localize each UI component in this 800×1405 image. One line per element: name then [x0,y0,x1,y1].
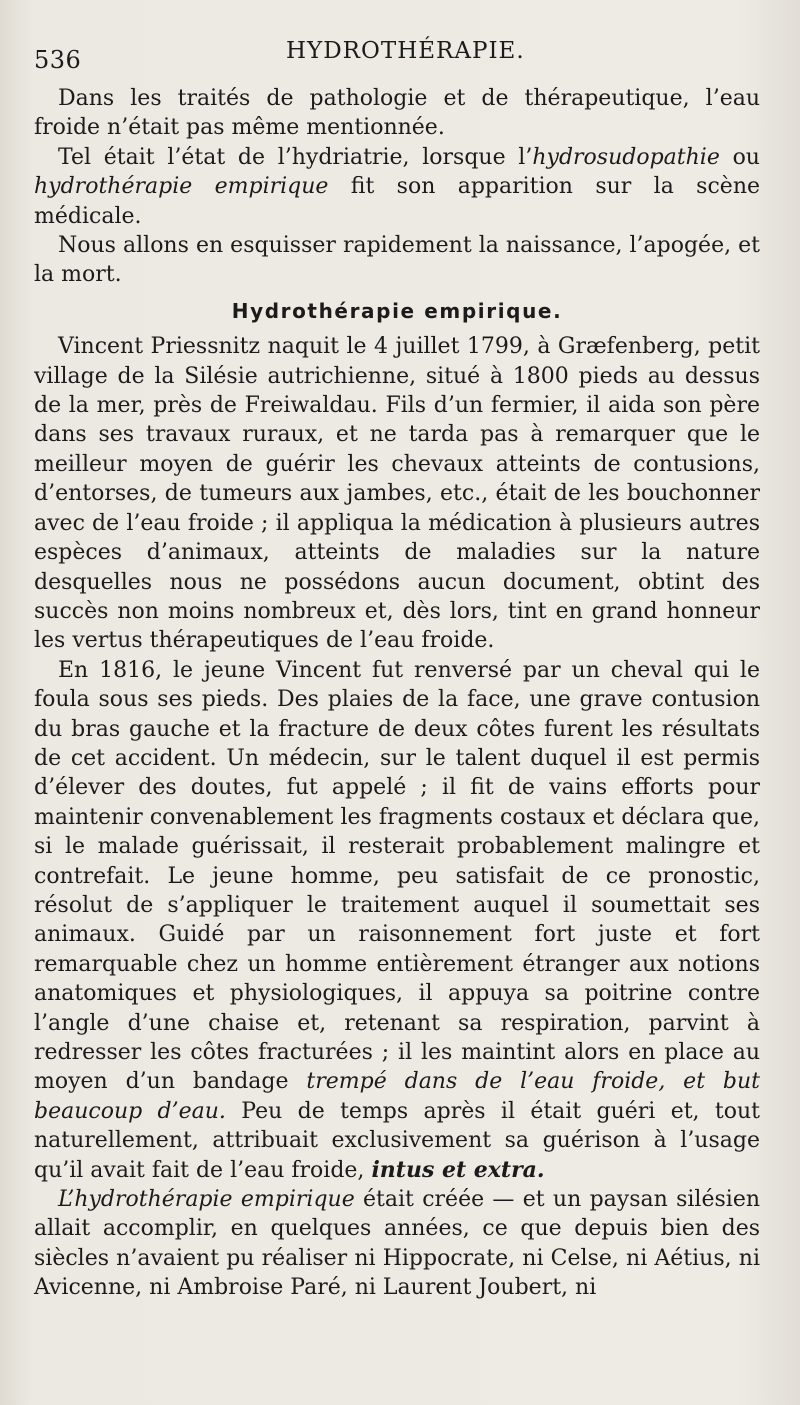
paragraph-3: Nous allons en esquisser rapidement la naissance, l’apogée, et la mort. [34,233,760,288]
paragraph-2 [34,143,760,231]
paragraph-1: Dans les traités de pathologie et de thérapeutique, l’eau froide n’était pas même mentionnée. [34,86,760,141]
paragraph-2-start: Tel était l’état de l’hydriatrie, lorsque l’ [58,144,533,170]
term-hydrotherapie-empirique: hydrothérapie empirique [34,174,329,200]
paragraph-2-end: fit son apparition sur la scène médicale. [34,174,761,229]
paragraph-5 [34,656,760,1185]
paragraph-6-rest: était créée — et un paysan silésien allait accomplir, en quelques années, ce que depuis bien des siècles n’avaient pu réaliser ni Hippocrate, ni Celse, ni Aétius, ni Avicenne, ni Ambroise Paré, ni Laurent Joubert, ni [34,1187,761,1301]
paragraph-4: Vincent Priessnitz naquit le 4 juillet 1799, à Græfenberg, petit village de la Silésie autrichienne, situé à 1800 pieds au dessus de la mer, près de Freiwaldau. Fils d’un fermier, il aida son père dans ses travaux ruraux, et ne tarda pas à remarquer que le meilleur moyen de guérir les chevaux atteints de contusions, d’entorses, de tumeurs aux jambes, etc., était de les bouchonner avec de l’eau froide ; il appliqua la médication à plusieurs autres espèces d’animaux, atteints de maladies sur la nature desquelles nous ne possédons aucun document, obtint des succès non moins nombreux et, dès lors, tint en grand honneur les vertus thérapeutiques de l’eau froide. [34,334,760,654]
paragraph-2-mid: ou [719,144,760,170]
section-heading: Hydrothérapie empirique. [231,298,563,323]
paragraph-5-italic: trempé dans de l’eau froide, et but beaucoup d’eau. [34,1069,760,1124]
running-title: HYDROTHÉRAPIE. [286,38,525,64]
term-hydrosudopathie: hydrosudopathie [532,144,720,170]
paragraph-6 [34,1185,760,1303]
term-intus-et-extra: intus et extra. [371,1156,545,1183]
paragraph-6-italic: L’hydrothérapie empirique [58,1187,355,1213]
paragraph-5-start: En 1816, le jeune Vincent fut renversé par un cheval qui le foula sous ses pieds. Des plaies de la face, une grave contusion du bras gauche et la fracture de deux côtes furent les résultats de cet accident. Un médecin, sur le talent duquel il est permis d’élever des doutes, fut appelé ; il fit de vains efforts pour maintenir convenablement les fragments costaux et déclara que, si le malade guérissait, il resterait probablement malingre et contrefait. Le jeune homme, peu satisfait de ce pronostic, résolut de s’appliquer le traitement auquel il soumettait ses animaux. Guidé par un raisonnement fort juste et fort remarquable chez un homme entièrement étranger aux notions anatomiques et physiologiques, il appuya sa poitrine contre l’angle d’une chaise et, retenant sa respiration, parvint à redresser les côtes fracturées ; il les maintint alors en place au moyen d’un bandage [34,657,760,1095]
body-text [34,84,760,1303]
paragraph-5-mid: Peu de temps après il était guéri et, tout naturellement, attribuait exclusivement sa guérison à l’usage qu’il avait fait de l’eau froide, [34,1098,760,1183]
page-header [34,38,760,74]
page-number: 536 [34,46,82,74]
